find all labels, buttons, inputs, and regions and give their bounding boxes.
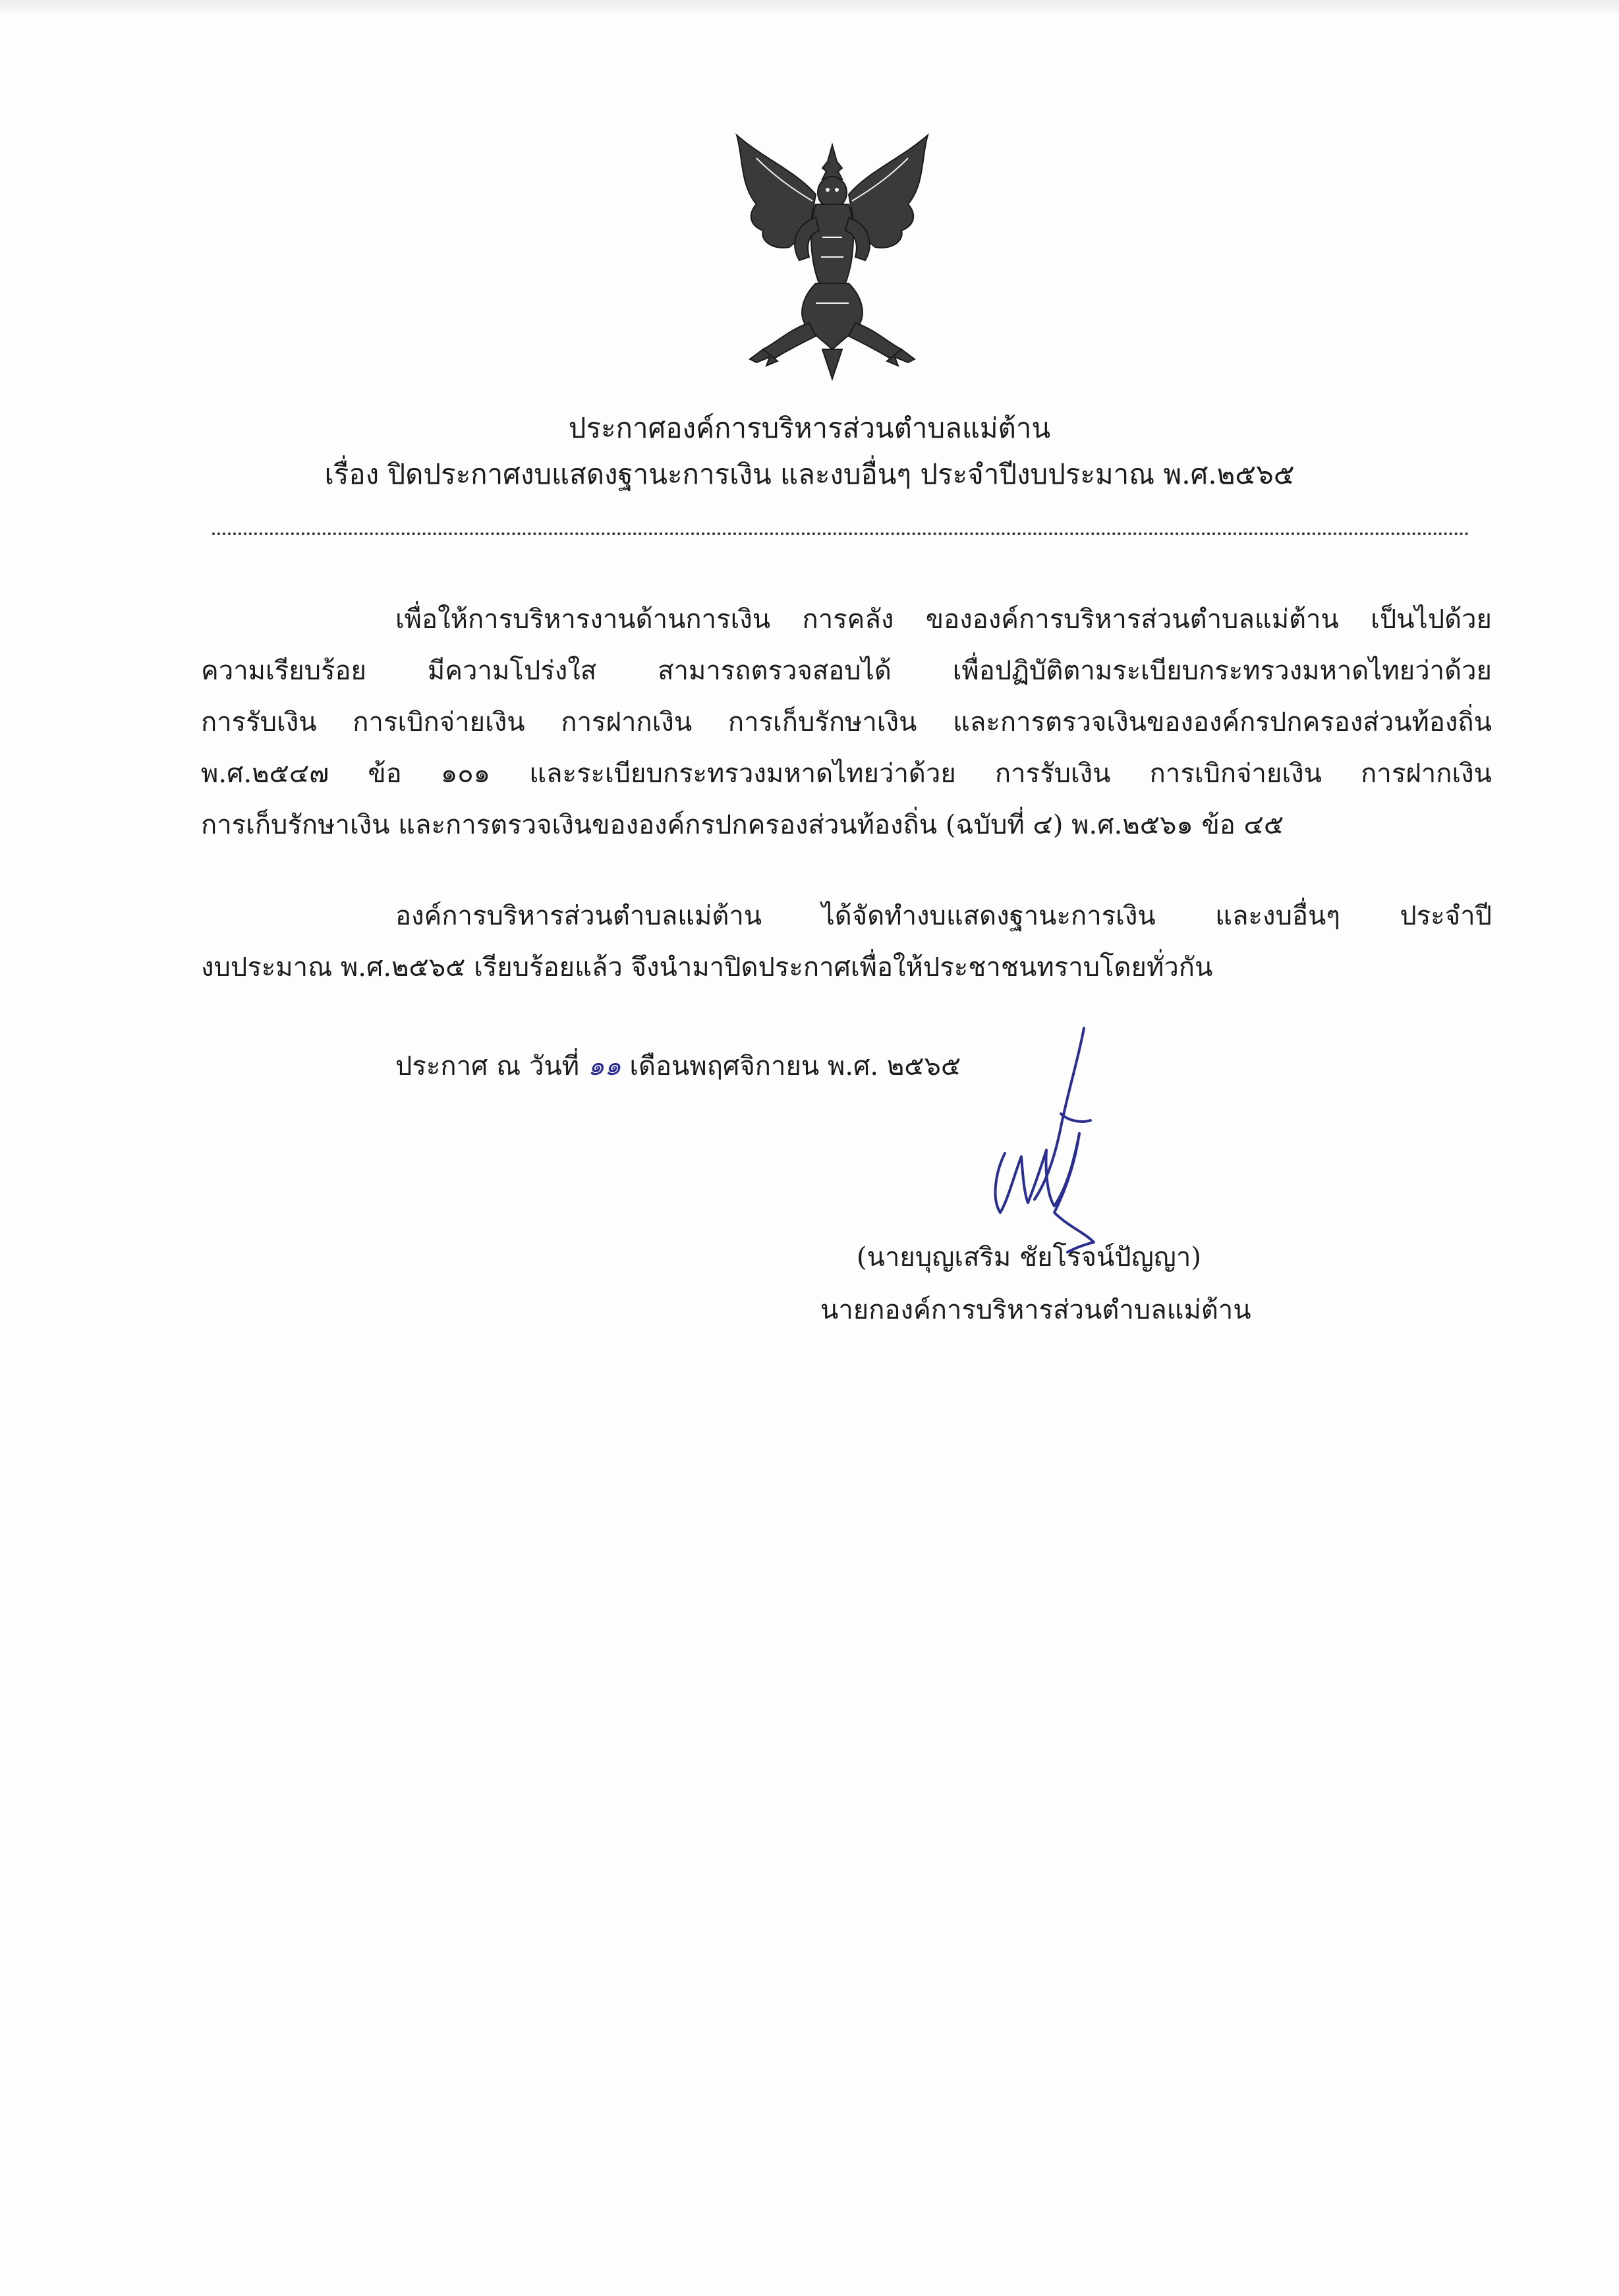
- paragraph1-line: พ.ศ.๒๕๔๗ ข้อ ๑๐๑ และระเบียบกระทรวงมหาดไทยว่าด้วย การรับเงิน การเบิกจ่ายเงิน การฝากเงิน: [201, 759, 1492, 789]
- paragraph1-line: เพื่อให้การบริหารงานด้านการเงิน การคลัง ขององค์การบริหารส่วนตำบลแม่ต้าน เป็นไปด้วย: [395, 604, 1492, 635]
- paragraph1-line: ความเรียบร้อย มีความโปร่งใส สามารถตรวจสอบได้ เพื่อปฏิบัติตามระเบียบกระทรวงมหาดไทยว่าด้วย: [201, 656, 1492, 686]
- garuda-emblem-icon: [717, 132, 948, 382]
- announcement-date-prefix: ประกาศ ณ วันที่: [395, 1051, 588, 1081]
- announcement-day-handwritten: ๑๑: [587, 1051, 621, 1081]
- signatory-name: (นายบุญเสริม ชัยโรจน์ปัญญา): [857, 1242, 1201, 1273]
- paragraph2-line: งบประมาณ พ.ศ.๒๕๖๕ เรียบร้อยแล้ว จึงนำมาปิดประกาศเพื่อให้ประชาชนทราบโดยทั่วกัน: [201, 952, 1213, 983]
- paragraph1-line: การรับเงิน การเบิกจ่ายเงิน การฝากเงิน การเก็บรักษาเงิน และการตรวจเงินขององค์กรปกครองส่วนท้องถิ่น: [201, 707, 1492, 737]
- paragraph2-line: องค์การบริหารส่วนตำบลแม่ต้าน ได้จัดทำงบแสดงฐานะการเงิน และงบอื่นๆ ประจำปี: [395, 901, 1492, 931]
- signatory-position: นายกองค์การบริหารส่วนตำบลแม่ต้าน: [820, 1295, 1251, 1325]
- announcement-subject: เรื่อง ปิดประกาศงบแสดงฐานะการเงิน และงบอื่นๆ ประจำปีงบประมาณ พ.ศ.๒๕๖๕: [324, 458, 1295, 490]
- announcement-date-suffix: เดือนพฤศจิกายน พ.ศ. ๒๕๖๕: [621, 1051, 961, 1081]
- announcement-date: [395, 1048, 961, 1085]
- scan-edge-shadow: [0, 0, 1619, 17]
- paragraph1-line: การเก็บรักษาเงิน และการตรวจเงินขององค์กรปกครองส่วนท้องถิ่น (ฉบับที่ ๔) พ.ศ.๒๕๖๑ ข้อ ๔๕: [201, 810, 1284, 840]
- dotted-divider: [212, 532, 1469, 535]
- announcement-title: ประกาศองค์การบริหารส่วนตำบลแม่ต้าน: [568, 412, 1051, 444]
